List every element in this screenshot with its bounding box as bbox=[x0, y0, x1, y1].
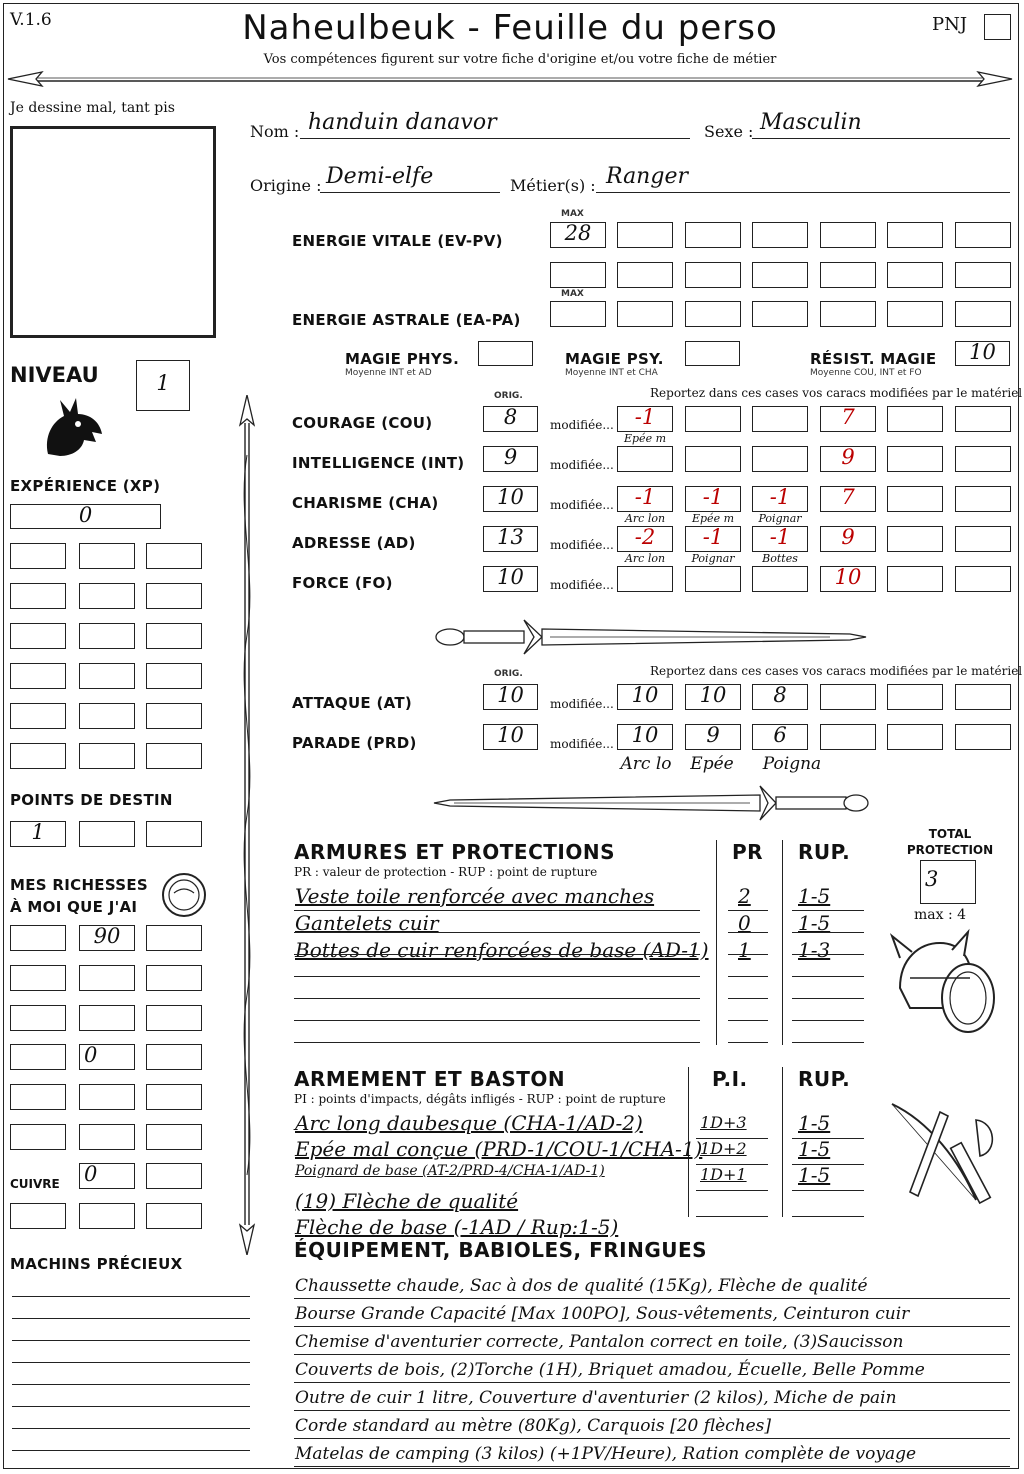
machins-line-1[interactable] bbox=[12, 1296, 250, 1297]
combat-mod-box-1-1[interactable] bbox=[617, 684, 673, 710]
xp-grid-box-4-2[interactable] bbox=[79, 663, 135, 689]
ea-box-5[interactable] bbox=[887, 301, 943, 327]
xp-grid-box-2-1[interactable] bbox=[10, 583, 66, 609]
cuivre-label: CUIVRE bbox=[10, 1177, 60, 1191]
caracs-orig-label: ORIG. bbox=[494, 391, 523, 401]
carac-mod-box-1-6[interactable] bbox=[955, 406, 1011, 432]
arme-rup-line-4[interactable] bbox=[792, 1216, 864, 1217]
combat-mod-box-1-4[interactable] bbox=[820, 684, 876, 710]
carac-mod-box-1-4-value: 7 bbox=[841, 405, 855, 429]
equip-line-text-7: Matelas de camping (3 kilos) (+1PV/Heure), Ration complète de voyage bbox=[295, 1444, 917, 1464]
carac-mod-box-5-2[interactable] bbox=[685, 566, 741, 592]
xp-grid-box-6-2[interactable] bbox=[79, 743, 135, 769]
ev-box-row2-7[interactable] bbox=[955, 262, 1011, 288]
carac-mod-box-4-6[interactable] bbox=[955, 526, 1011, 552]
combat-mod-box-1-2-value: 10 bbox=[699, 683, 727, 707]
niveau-box[interactable]: 1 bbox=[136, 360, 190, 411]
niveau-label: NIVEAU bbox=[10, 363, 99, 387]
xp-grid-box-4-1[interactable] bbox=[10, 663, 66, 689]
carac-orig-box-1-value: 8 bbox=[503, 405, 518, 429]
armement-pi-label: P.I. bbox=[712, 1067, 748, 1091]
machins-line-8[interactable] bbox=[12, 1450, 250, 1451]
richesses-label-1: MES RICHESSES bbox=[10, 876, 149, 894]
ev-max-box[interactable]: 28 bbox=[550, 222, 606, 248]
carac-label-1: COURAGE (COU) bbox=[292, 414, 433, 432]
carac-sub-label-3-1: Arc lon bbox=[624, 512, 666, 525]
carac-mod-box-5-1[interactable] bbox=[617, 566, 673, 592]
carac-sub-label-1-1: Epée m bbox=[623, 432, 667, 445]
carac-mod-box-4-1-value: -2 bbox=[634, 525, 656, 549]
destin-box-2[interactable] bbox=[79, 821, 135, 847]
combat-mod-box-2-3-value: 6 bbox=[773, 723, 787, 747]
armures-col-line-1 bbox=[716, 840, 717, 1045]
ev-box-5[interactable] bbox=[887, 222, 943, 248]
armure-rup-line-6[interactable] bbox=[792, 1020, 864, 1021]
carac-mod-box-4-4[interactable] bbox=[820, 526, 876, 552]
armure-pr-1: 2 bbox=[738, 884, 751, 908]
equip-line-text-4: Couverts de bois, (2)Torche (1H), Briquet amadou, Écuelle, Belle Pomme bbox=[295, 1360, 925, 1380]
armures-pr-label: PR bbox=[732, 840, 764, 864]
combat-mod-box-1-6[interactable] bbox=[955, 684, 1011, 710]
sexe-label: Sexe : bbox=[704, 122, 754, 141]
ev-box-6[interactable] bbox=[955, 222, 1011, 248]
armure-line-6[interactable] bbox=[294, 1020, 700, 1021]
carac-mod-box-3-6[interactable] bbox=[955, 486, 1011, 512]
carac-mod-box-2-1[interactable] bbox=[617, 446, 673, 472]
ea-box-2[interactable] bbox=[685, 301, 741, 327]
armures-label: ARMURES ET PROTECTIONS bbox=[294, 840, 615, 864]
combat-modif-label-1: modifiée... bbox=[550, 697, 614, 711]
combat-mod-box-1-3[interactable] bbox=[752, 684, 808, 710]
sword-icon-2 bbox=[430, 778, 870, 828]
carac-mod-box-2-3[interactable] bbox=[752, 446, 808, 472]
or-box[interactable]: 90 bbox=[79, 925, 135, 951]
arme-name-2: Epée mal conçue (PRD-1/COU-1/CHA-1) bbox=[295, 1137, 703, 1161]
cuivre-grid-box-1-2[interactable] bbox=[79, 1203, 135, 1229]
carac-mod-box-4-3[interactable] bbox=[752, 526, 808, 552]
argent-grid-box-1-1[interactable] bbox=[10, 1084, 66, 1110]
carac-mod-box-3-4-value: 7 bbox=[841, 485, 855, 509]
combat-modif-label-2: modifiée... bbox=[550, 737, 614, 751]
machins-line-2[interactable] bbox=[12, 1318, 250, 1319]
armure-pr-line-6[interactable] bbox=[728, 1020, 768, 1021]
ev-max-label: MAX bbox=[561, 209, 584, 219]
carac-orig-box-2-value: 9 bbox=[503, 445, 518, 469]
spear-divider bbox=[6, 66, 1016, 96]
arme-name-1: Arc long daubesque (CHA-1/AD-2) bbox=[295, 1111, 643, 1135]
ev-label: ENERGIE VITALE (EV-PV) bbox=[292, 232, 503, 250]
carac-mod-box-2-4-value: 9 bbox=[841, 445, 855, 469]
sheet-subtitle: Vos compétences figurent sur votre fiche d'origine et/ou votre fiche de métier bbox=[263, 52, 777, 67]
combat-orig-label: ORIG. bbox=[494, 669, 523, 679]
armure-line-3[interactable] bbox=[294, 954, 700, 955]
carac-mod-box-3-4[interactable] bbox=[820, 486, 876, 512]
arme-pi-line-1[interactable] bbox=[696, 1138, 768, 1139]
argent-box[interactable]: 0 bbox=[79, 1044, 135, 1070]
armure-pr-line-4[interactable] bbox=[728, 976, 768, 977]
carac-modif-label-5: modifiée... bbox=[550, 578, 614, 592]
combat-mod-box-2-2-value: 9 bbox=[706, 723, 720, 747]
destin-label: POINTS DE DESTIN bbox=[10, 791, 173, 809]
armure-rup-line-3[interactable] bbox=[792, 954, 864, 955]
nom-value: handuin danavor bbox=[308, 110, 497, 135]
combat-label-2: PARADE (PRD) bbox=[292, 734, 417, 752]
carac-orig-box-4[interactable] bbox=[483, 526, 538, 552]
combat-mod-box-2-3[interactable] bbox=[752, 724, 808, 750]
xp-box[interactable]: 0 bbox=[10, 504, 161, 529]
magie-phys-label: MAGIE PHYS. bbox=[345, 350, 460, 368]
armure-name-1: Veste toile renforcée avec manches bbox=[295, 884, 655, 908]
armure-line-4[interactable] bbox=[294, 976, 700, 977]
combat-mod-box-2-1[interactable] bbox=[617, 724, 673, 750]
xp-grid-box-6-1[interactable] bbox=[10, 743, 66, 769]
arme-rup-1: 1-5 bbox=[798, 1111, 831, 1135]
or-box-2[interactable] bbox=[146, 925, 202, 951]
armures-rup-label: RUP. bbox=[798, 840, 851, 864]
carac-modif-label-1: modifiée... bbox=[550, 418, 614, 432]
armement-col-line-2 bbox=[782, 1067, 783, 1217]
ea-max-box[interactable] bbox=[550, 301, 606, 327]
ea-box-6[interactable] bbox=[955, 301, 1011, 327]
xp-grid-box-4-3[interactable] bbox=[146, 663, 202, 689]
machins-label: MACHINS PRÉCIEUX bbox=[10, 1255, 183, 1273]
carac-mod-box-4-3-value: -1 bbox=[769, 525, 791, 549]
carac-mod-box-4-5[interactable] bbox=[887, 526, 943, 552]
xp-grid-box-2-3[interactable] bbox=[146, 583, 202, 609]
carac-mod-box-2-5[interactable] bbox=[887, 446, 943, 472]
pnj-checkbox[interactable] bbox=[984, 14, 1011, 40]
resist-magie-box[interactable]: 10 bbox=[955, 341, 1010, 366]
xp-grid-box-3-2[interactable] bbox=[79, 623, 135, 649]
ev-box-row2-6[interactable] bbox=[887, 262, 943, 288]
ev-box-2[interactable] bbox=[685, 222, 741, 248]
arme-name-5: Flèche de base (-1AD / Rup:1-5) bbox=[295, 1215, 619, 1239]
armure-rup-line-2[interactable] bbox=[792, 932, 864, 933]
portrait-caption: Je dessine mal, tant pis bbox=[10, 100, 175, 116]
cuivre-grid-box-1-3[interactable] bbox=[146, 1203, 202, 1229]
destin-box-3[interactable] bbox=[146, 821, 202, 847]
armure-rup-line-4[interactable] bbox=[792, 976, 864, 977]
magie-psy-label: MAGIE PSY. bbox=[565, 350, 664, 368]
arme-pi-1: 1D+3 bbox=[700, 1113, 747, 1132]
xp-grid-box-1-3[interactable] bbox=[146, 543, 202, 569]
armure-rup-3: 1-3 bbox=[798, 938, 831, 962]
equip-line-5[interactable] bbox=[294, 1410, 1010, 1411]
arme-pi-3: 1D+1 bbox=[700, 1165, 747, 1184]
weapons-icon bbox=[880, 1092, 1000, 1212]
armure-line-2[interactable] bbox=[294, 932, 700, 933]
resist-magie-label: RÉSIST. MAGIE bbox=[810, 350, 937, 368]
armures-note: PR : valeur de protection - RUP : point de rupture bbox=[294, 865, 598, 879]
arme-rup-line-2[interactable] bbox=[792, 1164, 864, 1165]
ea-box-4[interactable] bbox=[820, 301, 876, 327]
carac-label-2: INTELLIGENCE (INT) bbox=[292, 454, 465, 472]
carac-sub-label-4-2: Poignar bbox=[691, 552, 735, 565]
carac-mod-box-1-4[interactable] bbox=[820, 406, 876, 432]
ev-box-row2-5[interactable] bbox=[820, 262, 876, 288]
or-grid-box-2-1[interactable] bbox=[10, 1005, 66, 1031]
equip-line-3[interactable] bbox=[294, 1354, 1010, 1355]
machins-line-4[interactable] bbox=[12, 1362, 250, 1363]
pnj-label: PNJ bbox=[932, 14, 968, 35]
origine-label: Origine : bbox=[250, 176, 322, 195]
armement-note: PI : points d'impacts, dégâts infligés - RUP : point de rupture bbox=[294, 1092, 666, 1106]
argent-grid-box-2-3[interactable] bbox=[146, 1124, 202, 1150]
xp-grid-box-5-1[interactable] bbox=[10, 703, 66, 729]
combat-mod-box-1-3-value: 8 bbox=[773, 683, 787, 707]
carac-mod-box-1-2[interactable] bbox=[685, 406, 741, 432]
helmet-shield-icon bbox=[890, 928, 1000, 1043]
carac-modif-label-4: modifiée... bbox=[550, 538, 614, 552]
machins-line-6[interactable] bbox=[12, 1406, 250, 1407]
xp-grid-box-3-1[interactable] bbox=[10, 623, 66, 649]
combat-orig-box-1-value: 10 bbox=[497, 683, 524, 707]
armure-rup-2: 1-5 bbox=[798, 911, 831, 935]
arme-rup-3: 1-5 bbox=[798, 1163, 831, 1187]
combat-mod-box-2-2[interactable] bbox=[685, 724, 741, 750]
armure-pr-line-5[interactable] bbox=[728, 998, 768, 999]
magie-psy-box[interactable] bbox=[685, 341, 740, 366]
equip-line-2[interactable] bbox=[294, 1326, 1010, 1327]
machins-line-5[interactable] bbox=[12, 1384, 250, 1385]
combat-weapon-label-2: Epée bbox=[690, 754, 734, 774]
ev-box-3[interactable] bbox=[752, 222, 808, 248]
or-grid-box-1-3[interactable] bbox=[146, 965, 202, 991]
nom-label: Nom : bbox=[250, 122, 300, 141]
magie-phys-note: Moyenne INT et AD bbox=[345, 368, 432, 378]
equip-line-4[interactable] bbox=[294, 1382, 1010, 1383]
armure-pr-line-2[interactable] bbox=[728, 932, 768, 933]
combat-mod-box-2-5[interactable] bbox=[887, 724, 943, 750]
carac-modif-label-2: modifiée... bbox=[550, 458, 614, 472]
armure-name-2: Gantelets cuir bbox=[295, 911, 439, 935]
ev-box-row2-1[interactable] bbox=[550, 262, 606, 288]
argent-grid-box-2-1[interactable] bbox=[10, 1124, 66, 1150]
arme-pi-line-2[interactable] bbox=[696, 1164, 768, 1165]
sword-icon bbox=[430, 612, 870, 662]
xp-grid-box-5-2[interactable] bbox=[79, 703, 135, 729]
carac-orig-box-2[interactable] bbox=[483, 446, 538, 472]
spear-vertical bbox=[232, 395, 262, 1255]
ev-box-row2-2[interactable] bbox=[617, 262, 673, 288]
carac-sub-label-4-3: Bottes bbox=[762, 552, 798, 565]
carac-orig-box-5[interactable] bbox=[483, 566, 538, 592]
arme-pi-line-3[interactable] bbox=[696, 1190, 768, 1191]
coin-icon bbox=[160, 871, 208, 919]
ev-box-row2-4[interactable] bbox=[752, 262, 808, 288]
arme-rup-line-3[interactable] bbox=[792, 1190, 864, 1191]
total-protection-max: max : 4 bbox=[914, 907, 967, 923]
carac-orig-box-3-value: 10 bbox=[497, 485, 524, 509]
carac-mod-box-4-4-value: 9 bbox=[841, 525, 855, 549]
carac-mod-box-4-2[interactable] bbox=[685, 526, 741, 552]
equip-line-text-6: Corde standard au mètre (80Kg), Carquois [20 flèches] bbox=[295, 1416, 772, 1436]
ea-box-3[interactable] bbox=[752, 301, 808, 327]
carac-mod-box-5-4[interactable] bbox=[820, 566, 876, 592]
equip-line-7[interactable] bbox=[294, 1466, 1010, 1467]
richesses-label-2: À MOI QUE J'AI bbox=[10, 898, 138, 916]
combat-weapon-label-1: Arc lo bbox=[620, 754, 672, 774]
xp-grid-box-2-2[interactable] bbox=[79, 583, 135, 609]
or-grid-box-1-2[interactable] bbox=[79, 965, 135, 991]
carac-mod-box-1-3[interactable] bbox=[752, 406, 808, 432]
combat-mod-box-1-2[interactable] bbox=[685, 684, 741, 710]
arme-pi-2: 1D+2 bbox=[700, 1139, 747, 1158]
or-grid-box-1-1[interactable] bbox=[10, 965, 66, 991]
carac-mod-box-1-1-value: -1 bbox=[634, 405, 656, 429]
cuivre-box-2[interactable] bbox=[146, 1163, 202, 1189]
or-grid-box-2-2[interactable] bbox=[79, 1005, 135, 1031]
armure-line-7[interactable] bbox=[294, 1042, 700, 1043]
equip-line-text-3: Chemise d'aventurier correcte, Pantalon correct en toile, (3)Saucisson bbox=[295, 1332, 904, 1352]
armure-rup-line-5[interactable] bbox=[792, 998, 864, 999]
carac-orig-box-4-value: 13 bbox=[497, 525, 524, 549]
arme-name-3: Poignard de base (AT-2/PRD-4/CHA-1/AD-1) bbox=[295, 1163, 605, 1179]
arme-rup-2: 1-5 bbox=[798, 1137, 831, 1161]
carac-orig-box-1[interactable] bbox=[483, 406, 538, 432]
combat-label-1: ATTAQUE (AT) bbox=[292, 694, 413, 712]
armure-pr-2: 0 bbox=[738, 911, 751, 935]
arme-rup-line-1[interactable] bbox=[792, 1138, 864, 1139]
carac-mod-box-3-3-value: -1 bbox=[769, 485, 791, 509]
machins-line-3[interactable] bbox=[12, 1340, 250, 1341]
carac-sub-label-3-2: Epée m bbox=[691, 512, 735, 525]
carac-sub-label-3-3: Poignar bbox=[758, 512, 802, 525]
argent-grid-box-2-2[interactable] bbox=[79, 1124, 135, 1150]
equip-line-6[interactable] bbox=[294, 1438, 1010, 1439]
carac-mod-box-4-1[interactable] bbox=[617, 526, 673, 552]
carac-modif-label-3: modifiée... bbox=[550, 498, 614, 512]
machins-line-7[interactable] bbox=[12, 1428, 250, 1429]
portrait-box[interactable] bbox=[10, 126, 216, 338]
armure-line-1[interactable] bbox=[294, 910, 700, 911]
carac-mod-box-2-2[interactable] bbox=[685, 446, 741, 472]
combat-mod-box-1-5[interactable] bbox=[887, 684, 943, 710]
armement-rup-label: RUP. bbox=[798, 1067, 851, 1091]
armure-pr-line-7[interactable] bbox=[728, 1042, 768, 1043]
version-label: V.1.6 bbox=[10, 10, 52, 30]
equip-line-1[interactable] bbox=[294, 1298, 1010, 1299]
combat-mod-box-2-1-value: 10 bbox=[631, 723, 659, 747]
carac-sub-label-4-1: Arc lon bbox=[624, 552, 666, 565]
armure-pr-line-1[interactable] bbox=[728, 910, 768, 911]
carac-mod-box-3-5[interactable] bbox=[887, 486, 943, 512]
carac-mod-box-4-2-value: -1 bbox=[702, 525, 724, 549]
combat-orig-box-2[interactable] bbox=[483, 724, 538, 750]
caracs-report-note: Reportez dans ces cases vos caracs modifiées par le matériel bbox=[650, 386, 1023, 400]
carac-mod-box-5-5[interactable] bbox=[887, 566, 943, 592]
combat-orig-box-1[interactable] bbox=[483, 684, 538, 710]
resist-magie-note: Moyenne COU, INT et FO bbox=[810, 368, 922, 378]
carac-mod-box-5-4-value: 10 bbox=[834, 565, 862, 589]
armement-label: ARMEMENT ET BASTON bbox=[294, 1067, 566, 1091]
metier-label: Métier(s) : bbox=[510, 176, 596, 195]
xp-grid-box-1-2[interactable] bbox=[79, 543, 135, 569]
equip-line-text-5: Outre de cuir 1 litre, Couverture d'aventurier (2 kilos), Miche de pain bbox=[295, 1388, 897, 1408]
carac-label-3: CHARISME (CHA) bbox=[292, 494, 439, 512]
ev-box-4[interactable] bbox=[820, 222, 876, 248]
or-grid-box-0-1[interactable] bbox=[10, 925, 66, 951]
armure-pr-line-3[interactable] bbox=[728, 954, 768, 955]
magie-phys-box[interactable] bbox=[478, 341, 533, 366]
armures-col-line-2 bbox=[782, 840, 783, 1045]
combat-mod-box-2-6[interactable] bbox=[955, 724, 1011, 750]
ea-label: ENERGIE ASTRALE (EA-PA) bbox=[292, 311, 521, 329]
carac-label-4: ADRESSE (AD) bbox=[292, 534, 416, 552]
carac-mod-box-2-4[interactable] bbox=[820, 446, 876, 472]
metier-value: Ranger bbox=[606, 164, 688, 189]
xp-grid-box-1-1[interactable] bbox=[10, 543, 66, 569]
carac-label-5: FORCE (FO) bbox=[292, 574, 393, 592]
sheet-title: Naheulbeuk - Feuille du perso bbox=[242, 8, 778, 48]
combat-report-note: Reportez dans ces cases vos caracs modifiées par le matériel bbox=[650, 664, 1023, 678]
carac-mod-box-5-3[interactable] bbox=[752, 566, 808, 592]
arme-pi-line-4[interactable] bbox=[696, 1216, 768, 1217]
carac-orig-box-3[interactable] bbox=[483, 486, 538, 512]
armure-rup-1: 1-5 bbox=[798, 884, 831, 908]
argent-grid-box-1-2[interactable] bbox=[79, 1084, 135, 1110]
origine-value: Demi-elfe bbox=[326, 164, 434, 189]
ea-max-label: MAX bbox=[561, 289, 584, 299]
or-grid-box-2-3[interactable] bbox=[146, 1005, 202, 1031]
combat-mod-box-1-1-value: 10 bbox=[631, 683, 659, 707]
armure-name-3: Bottes de cuir renforcées de base (AD-1) bbox=[295, 938, 709, 962]
carac-mod-box-5-6[interactable] bbox=[955, 566, 1011, 592]
carac-mod-box-3-1[interactable] bbox=[617, 486, 673, 512]
cuivre-grid-box-1-1[interactable] bbox=[10, 1203, 66, 1229]
carac-mod-box-3-3[interactable] bbox=[752, 486, 808, 512]
total-protection-label: TOTAL PROTECTION bbox=[906, 827, 994, 857]
ea-box-1[interactable] bbox=[617, 301, 673, 327]
sexe-value: Masculin bbox=[760, 110, 862, 135]
combat-weapon-label-3: Poigna bbox=[762, 754, 822, 774]
ev-box-row2-3[interactable] bbox=[685, 262, 741, 288]
dragon-icon bbox=[38, 392, 108, 462]
combat-mod-box-2-4[interactable] bbox=[820, 724, 876, 750]
arme-name-4: (19) Flèche de qualité bbox=[295, 1189, 519, 1213]
equip-line-text-1: Chaussette chaude, Sac à dos de qualité (15Kg), Flèche de qualité bbox=[295, 1276, 868, 1296]
carac-mod-box-3-2-value: -1 bbox=[702, 485, 724, 509]
argent-box-2[interactable] bbox=[146, 1044, 202, 1070]
equipement-label: ÉQUIPEMENT, BABIOLES, FRINGUES bbox=[294, 1238, 708, 1262]
xp-label: EXPÉRIENCE (XP) bbox=[10, 477, 161, 495]
armure-line-5[interactable] bbox=[294, 998, 700, 999]
carac-mod-box-3-2[interactable] bbox=[685, 486, 741, 512]
xp-grid-box-3-3[interactable] bbox=[146, 623, 202, 649]
magie-psy-note: Moyenne INT et CHA bbox=[565, 368, 658, 378]
armure-rup-line-1[interactable] bbox=[792, 910, 864, 911]
carac-mod-box-1-1[interactable] bbox=[617, 406, 673, 432]
equip-line-text-2: Bourse Grande Capacité [Max 100PO], Sous-vêtements, Ceinturon cuir bbox=[295, 1304, 910, 1324]
carac-mod-box-3-1-value: -1 bbox=[634, 485, 656, 509]
total-protection-box[interactable]: 3 bbox=[920, 860, 976, 904]
armure-rup-line-7[interactable] bbox=[792, 1042, 864, 1043]
cuivre-box[interactable]: 0 bbox=[79, 1163, 135, 1189]
carac-orig-box-5-value: 10 bbox=[497, 565, 524, 589]
xp-grid-box-5-3[interactable] bbox=[146, 703, 202, 729]
combat-orig-box-2-value: 10 bbox=[497, 723, 524, 747]
carac-mod-box-2-6[interactable] bbox=[955, 446, 1011, 472]
armure-pr-3: 1 bbox=[738, 938, 751, 962]
xp-grid-box-6-3[interactable] bbox=[146, 743, 202, 769]
argent-grid-box-0-1[interactable] bbox=[10, 1044, 66, 1070]
destin-box-1[interactable]: 1 bbox=[10, 821, 66, 847]
argent-grid-box-1-3[interactable] bbox=[146, 1084, 202, 1110]
carac-mod-box-1-5[interactable] bbox=[887, 406, 943, 432]
ev-box-1[interactable] bbox=[617, 222, 673, 248]
